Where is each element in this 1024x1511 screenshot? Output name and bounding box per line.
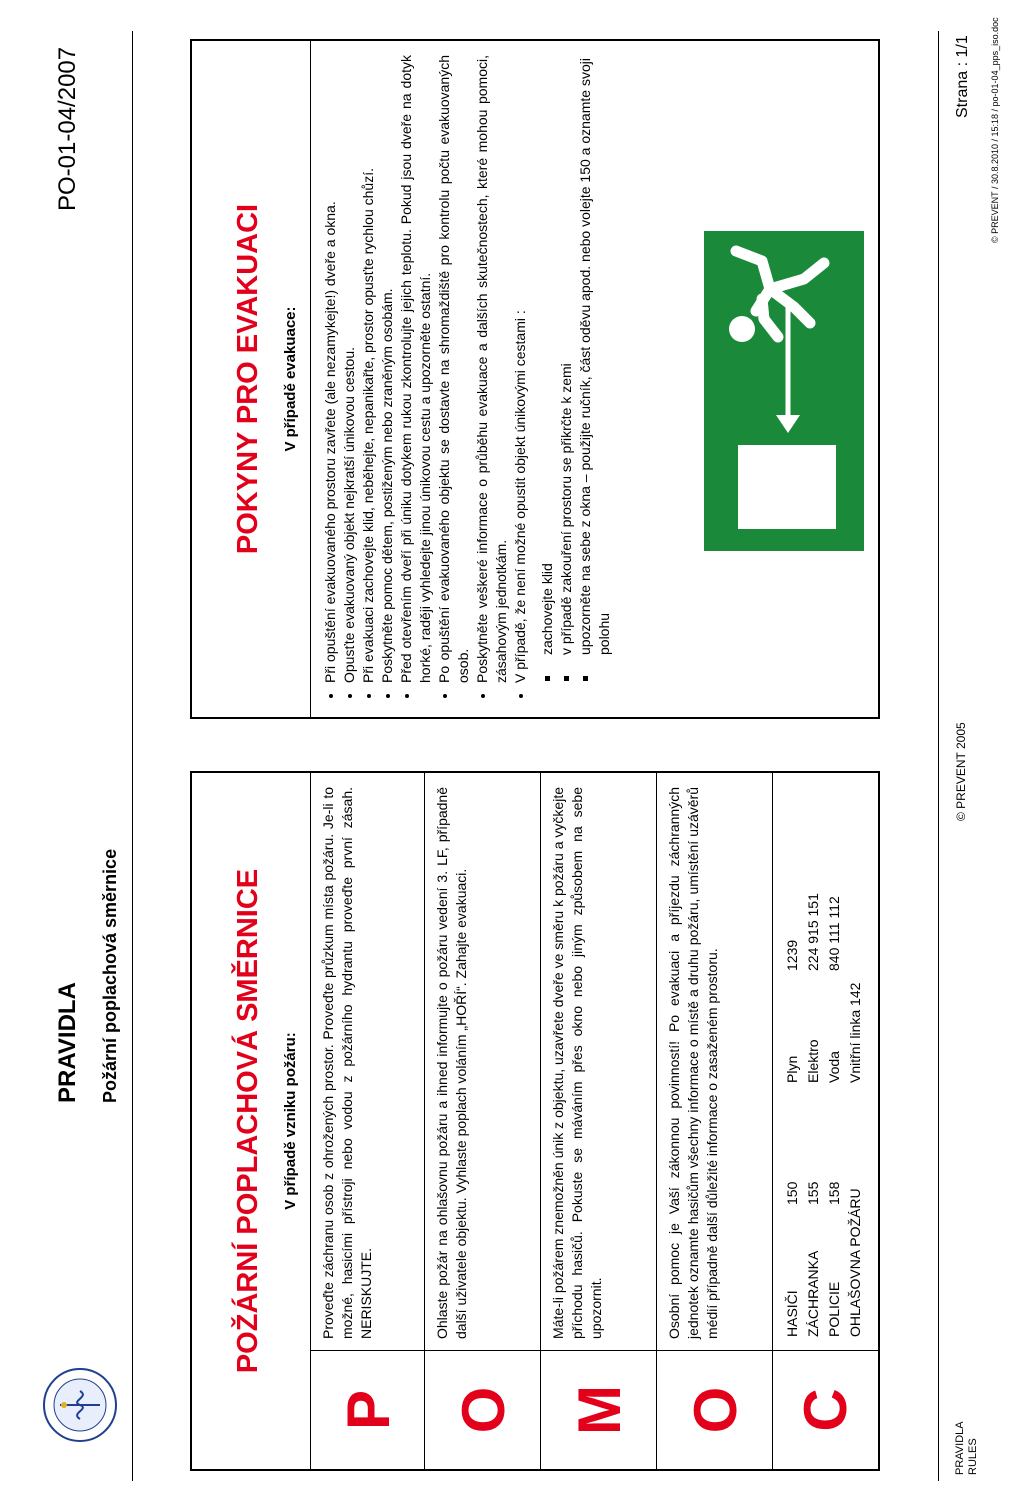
contact-name: Vnitřní linka 142	[847, 982, 863, 1083]
list-item: upozorněte na sebe z okna – použijte ručník, část oděvu apod. nebo volejte 150 a oznamte svoji polohu	[576, 55, 614, 655]
contact-number: 840 111 112	[826, 896, 842, 971]
list-item: • Po opuštění evakuovaného objektu se dostavte na shromaždiště pro kontrolu počtu evakuovaných osob.	[435, 55, 473, 683]
contact-row	[825, 893, 844, 1337]
contact-number: 1239	[784, 939, 800, 971]
fire-directive-heading: POŽÁRNÍ POPLACHOVÁ SMĚRNICE	[232, 868, 264, 1374]
row-letter: C	[773, 1350, 878, 1469]
footer-left-line2: RULES	[967, 1438, 979, 1475]
row-text: Osobní pomoc je Vaší zákonnou povinností! Po evakuaci a příjezdu záchranných jednotek oznamte hasičům všechny informace o místě a druhu požáru, umístění uzávěrů médií případně další důležité informace o zasaženém prostoru.	[666, 787, 720, 1339]
document-number: PO-01-04/2007	[54, 46, 81, 211]
row-letter: P	[311, 1350, 425, 1469]
footer-left-line1: PRAVIDLA	[954, 1421, 966, 1475]
evacuation-list	[321, 55, 530, 703]
contact-name: Elektro	[805, 1039, 821, 1083]
list-item: • V případě, že není možné opustit objekt únikovými cestami :	[511, 55, 530, 683]
evacuation-sublist	[538, 55, 614, 703]
contact-number: 155	[805, 1181, 821, 1205]
emergency-exit-sign-icon	[704, 231, 864, 551]
row-text: Proveďte záchranu osob z ohrožených prostor. Proveďte průzkum místa požáru. Je-li to možné, hasicími přístroji nebo vodou z požárního hydrantu proveďte první zásah. NERISKUJTE.	[320, 787, 374, 1339]
contact-number: 158	[826, 1181, 842, 1205]
contact-row	[846, 893, 865, 1337]
header-title: PRAVIDLA	[54, 982, 81, 1103]
list-item: • Při opuštění evakuovaného prostoru zavřete (ale nezamykejte!) dveře a okna.	[321, 55, 340, 683]
header-rule	[132, 31, 133, 1481]
contact-name: HASIČI	[784, 1290, 800, 1337]
list-item: • Opusťte evakuovaný objekt nejkratší únikovou cestou.	[340, 55, 359, 683]
list-item: v případě zakouření prostoru se přikrčte k zemi	[557, 55, 576, 655]
footer-left	[954, 1421, 980, 1475]
university-seal-icon	[42, 1367, 118, 1443]
row-letter: M	[541, 1350, 657, 1469]
list-item: • Poskytněte veškeré informace o průběhu evakuace a dalších skutečnostech, které mohou pomoci, zásahovým jednotkám.	[473, 55, 511, 683]
list-item: • Při evakuaci zachovejte klid, neběhejte, nepanikařte, prostor opusťte rychlou chůzí.	[359, 55, 378, 683]
row-letter: O	[657, 1350, 773, 1469]
contact-number: 150	[784, 1181, 800, 1205]
contact-name: Plyn	[784, 1055, 800, 1083]
pomoc-row-o1	[424, 773, 541, 1469]
pomoc-row-p	[310, 773, 425, 1469]
contact-name: OHLAŠOVNA POŽÁRU	[847, 1188, 863, 1337]
footer-rule	[938, 31, 939, 1481]
pomoc-row-c	[772, 773, 878, 1469]
row-letter: O	[425, 1350, 541, 1469]
fire-directive-box	[190, 771, 880, 1471]
list-item: • Před otevřením dveří při úniku dotykem rukou zkontrolujte jejich teplotu. Pokud jsou dveře na dotyk horké, raději vyhledejte jinou únikovou cestu a upozorněte ostatní.	[397, 55, 435, 683]
footer-page-number: Strana : 1/1	[954, 35, 971, 118]
row-text: Ohlaste požár na ohlašovnu požáru a ihned informujte o požáru vedení 3. LF, případně další uživatele objektu. Vyhlaste poplach voláním „HOŘÍ“. Zahajte evakuaci.	[434, 787, 469, 1339]
emergency-contacts	[781, 891, 867, 1339]
evacuation-heading: POKYNY PRO EVAKUACI	[232, 203, 264, 555]
row-text: Máte-li požárem znemožněn únik z objektu, uzavřete dveře ve směru k požáru a vyčkejte příchodu hasičů. Pokuste se máváním přes okno nebo jiným způsobem na sebe upozornit.	[550, 787, 604, 1339]
evacuation-content	[310, 41, 878, 717]
contact-name: POLICIE	[826, 1281, 842, 1337]
list-item: • Poskytněte pomoc dětem, postiženým nebo zraněným osobám.	[378, 55, 397, 683]
list-item: zachovejte klid	[538, 55, 557, 655]
contact-row	[783, 893, 802, 1337]
contact-name: Voda	[826, 1051, 842, 1083]
fire-directive-subheading: V případě vzniku požáru:	[282, 1032, 299, 1210]
contact-name: ZÁCHRANKA	[805, 1250, 821, 1337]
pomoc-row-o2	[656, 773, 773, 1469]
footer-center: © PREVENT 2005	[954, 722, 968, 821]
contact-row	[804, 893, 823, 1337]
pomoc-row-m	[540, 773, 657, 1469]
contact-number: 224 915 151	[805, 893, 821, 971]
evacuation-box	[190, 39, 880, 719]
header-subtitle: Požární poplachová směrnice	[100, 848, 120, 1103]
evacuation-subheading: V případě evakuace:	[282, 306, 299, 452]
footer-copyright: © PREVENT / 30.8.2010 / 15:18 / po-01-04_pps_iso.doc	[990, 17, 1000, 243]
